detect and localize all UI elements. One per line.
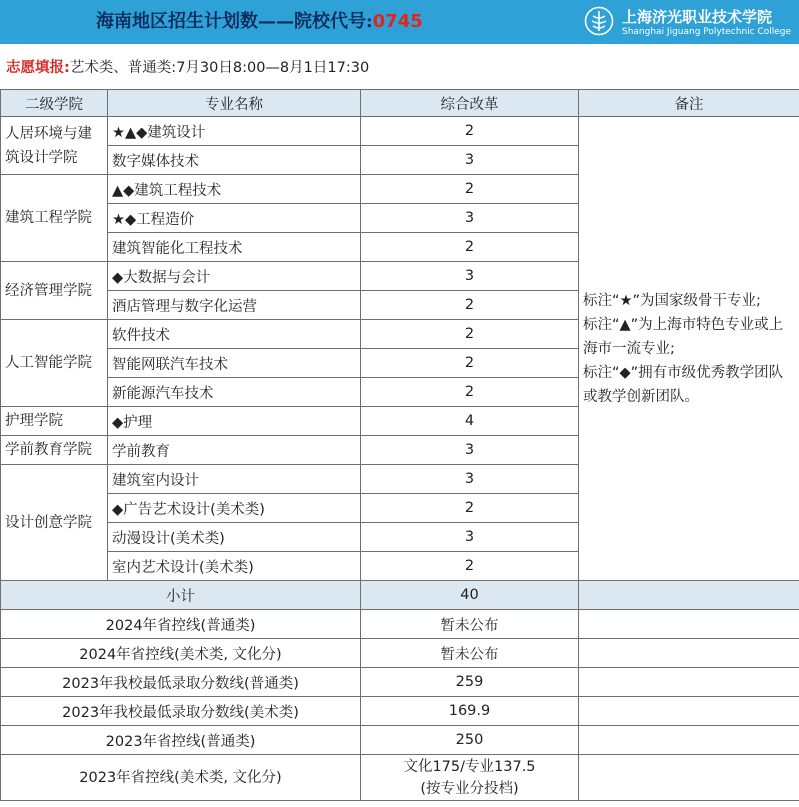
count-cell: 3 bbox=[361, 262, 579, 291]
score-row bbox=[1, 755, 799, 801]
score-row bbox=[1, 610, 799, 639]
major-cell: ◆护理 bbox=[108, 407, 361, 436]
major-cell: 软件技术 bbox=[108, 320, 361, 349]
college-emblem-icon bbox=[584, 6, 614, 36]
score-value-line2: (按专业分投档) bbox=[420, 780, 519, 797]
major-cell: 酒店管理与数字化运营 bbox=[108, 291, 361, 320]
score-empty bbox=[579, 610, 799, 639]
count-cell: 2 bbox=[361, 552, 579, 581]
score-row bbox=[1, 726, 799, 755]
score-row bbox=[1, 697, 799, 726]
count-cell: 2 bbox=[361, 117, 579, 146]
major-cell: ★▲◆建筑设计 bbox=[108, 117, 361, 146]
score-value: 169.9 bbox=[361, 697, 579, 726]
score-value: 暂未公布 bbox=[361, 610, 579, 639]
header-bar bbox=[0, 0, 799, 44]
page-title bbox=[96, 0, 423, 44]
count-cell: 4 bbox=[361, 407, 579, 436]
subtotal-label: 小计 bbox=[1, 581, 361, 610]
col-header-major: 专业名称 bbox=[108, 90, 361, 117]
remark-line: 标注“★”为国家级骨干专业; bbox=[583, 292, 761, 309]
score-empty bbox=[579, 755, 799, 801]
count-cell: 3 bbox=[361, 523, 579, 552]
college-cell: 人居环境与建筑设计学院 bbox=[1, 117, 108, 175]
score-empty bbox=[579, 726, 799, 755]
table-row bbox=[1, 117, 799, 146]
score-value: 暂未公布 bbox=[361, 639, 579, 668]
major-cell: 数字媒体技术 bbox=[108, 146, 361, 175]
major-cell: 学前教育 bbox=[108, 436, 361, 465]
college-cell: 学前教育学院 bbox=[1, 436, 108, 465]
count-cell: 2 bbox=[361, 349, 579, 378]
count-cell: 2 bbox=[361, 320, 579, 349]
score-value bbox=[361, 755, 579, 801]
score-row bbox=[1, 639, 799, 668]
major-cell: ▲◆建筑工程技术 bbox=[108, 175, 361, 204]
score-label: 2023年我校最低录取分数线(普通类) bbox=[1, 668, 361, 697]
col-header-remark: 备注 bbox=[579, 90, 799, 117]
score-label: 2023年我校最低录取分数线(美术类) bbox=[1, 697, 361, 726]
col-header-count: 综合改革 bbox=[361, 90, 579, 117]
score-label: 2024年省控线(美术类, 文化分) bbox=[1, 639, 361, 668]
col-header-college: 二级学院 bbox=[1, 90, 108, 117]
school-code: 0745 bbox=[372, 11, 423, 32]
application-notice bbox=[6, 52, 369, 84]
table-header-row bbox=[1, 90, 799, 117]
count-cell: 3 bbox=[361, 146, 579, 175]
college-cell: 人工智能学院 bbox=[1, 320, 108, 407]
major-cell: 建筑室内设计 bbox=[108, 465, 361, 494]
logo-english-name: Shanghai Jiguang Polytechnic College bbox=[622, 27, 792, 37]
subtotal-empty bbox=[579, 581, 799, 610]
score-empty bbox=[579, 697, 799, 726]
count-cell: 2 bbox=[361, 291, 579, 320]
major-cell: 建筑智能化工程技术 bbox=[108, 233, 361, 262]
count-cell: 3 bbox=[361, 465, 579, 494]
score-value-line1: 文化175/专业137.5 bbox=[403, 758, 536, 775]
major-cell: 智能网联汽车技术 bbox=[108, 349, 361, 378]
count-cell: 2 bbox=[361, 233, 579, 262]
score-empty bbox=[579, 639, 799, 668]
score-label: 2023年省控线(普通类) bbox=[1, 726, 361, 755]
score-label: 2023年省控线(美术类, 文化分) bbox=[1, 755, 361, 801]
remark-line: 标注“◆”拥有市级优秀教学团队或教学创新团队。 bbox=[583, 364, 784, 405]
major-cell: ◆大数据与会计 bbox=[108, 262, 361, 291]
subtotal-row bbox=[1, 581, 799, 610]
major-cell: ★◆工程造价 bbox=[108, 204, 361, 233]
score-row bbox=[1, 668, 799, 697]
score-label: 2024年省控线(普通类) bbox=[1, 610, 361, 639]
college-cell: 建筑工程学院 bbox=[1, 175, 108, 262]
major-cell: 动漫设计(美术类) bbox=[108, 523, 361, 552]
major-cell: 新能源汽车技术 bbox=[108, 378, 361, 407]
college-cell: 护理学院 bbox=[1, 407, 108, 436]
major-cell: 室内艺术设计(美术类) bbox=[108, 552, 361, 581]
remark-cell bbox=[579, 117, 799, 581]
score-value: 250 bbox=[361, 726, 579, 755]
college-cell: 设计创意学院 bbox=[1, 465, 108, 581]
count-cell: 2 bbox=[361, 494, 579, 523]
score-value: 259 bbox=[361, 668, 579, 697]
count-cell: 3 bbox=[361, 436, 579, 465]
count-cell: 2 bbox=[361, 378, 579, 407]
notice-label: 志愿填报: bbox=[6, 60, 70, 76]
notice-text: 艺术类、普通类:7月30日8:00—8月1日17:30 bbox=[69, 60, 370, 76]
enrollment-table bbox=[0, 89, 799, 801]
logo-chinese-name: 上海济光职业技术学院 bbox=[622, 8, 773, 26]
remark-line: 标注“▲”为上海市特色专业或上海市一流专业; bbox=[583, 316, 784, 357]
major-cell: ◆广告艺术设计(美术类) bbox=[108, 494, 361, 523]
title-text: 海南地区招生计划数——院校代号: bbox=[96, 11, 373, 32]
count-cell: 3 bbox=[361, 204, 579, 233]
score-empty bbox=[579, 668, 799, 697]
count-cell: 2 bbox=[361, 175, 579, 204]
college-cell: 经济管理学院 bbox=[1, 262, 108, 320]
subtotal-value: 40 bbox=[361, 581, 579, 610]
college-logo bbox=[582, 3, 796, 41]
